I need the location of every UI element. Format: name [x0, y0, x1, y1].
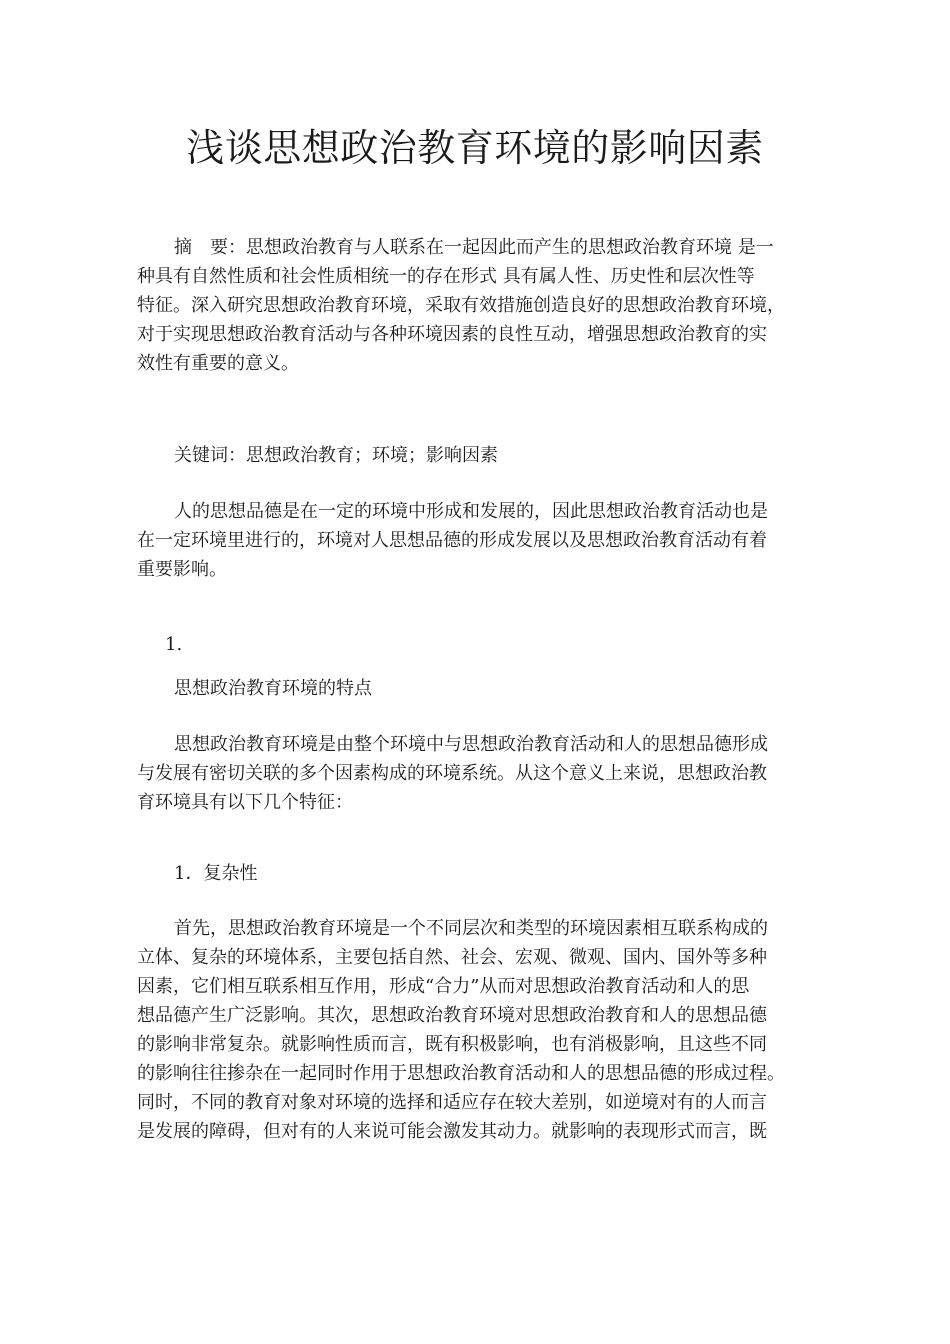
body-paragraph: [137, 914, 785, 1146]
intro-line: 在一定环境里进行的，环境对人思想品德的形成发展以及思想政治教育活动有着: [137, 530, 767, 551]
body-line: 的影响非常复杂。就影响性质而言，既有积极影响，也有消极影响，且这些不同: [137, 1034, 767, 1055]
section-intro-line: 与发展有密切关联的多个因素构成的环境系统。从这个意义上来说，思想政治教: [137, 763, 767, 784]
abstract-line: 种具有自然性质和社会性质相统一的存在形式 具有属人性、历史性和层次性等: [137, 266, 755, 287]
body-line: 想品德产生广泛影响。其次，思想政治教育环境对思想政治教育和人的思想品德: [137, 1005, 767, 1026]
intro-line: 重要影响。: [137, 559, 227, 580]
section-heading: 思想政治教育环境的特点: [174, 678, 372, 699]
abstract-line: 特征。深入研究思想政治教育环境，采取有效措施创造良好的思想政治教育环境，: [137, 295, 785, 316]
document-title: 浅谈思想政治教育环境的影响因素: [186, 126, 764, 170]
abstract-line: 摘 要：思想政治教育与人联系在一起因此而产生的思想政治教育环境 是一: [174, 237, 774, 258]
section-number: 1.: [165, 634, 183, 655]
body-line: 因素，它们相互联系相互作用，形成“合力”从而对思想政治教育活动和人的思: [137, 976, 750, 997]
abstract-paragraph: [137, 233, 785, 378]
abstract-line: 对于实现思想政治教育活动与各种环境因素的良性互动，增强思想政治教育的实: [137, 324, 767, 345]
intro-line: 人的思想品德是在一定的环境中形成和发展的，因此思想政治教育活动也是: [174, 501, 768, 522]
body-line: 是发展的障碍，但对有的人来说可能会激发其动力。就影响的表现形式而言，既: [137, 1121, 767, 1142]
subsection-heading: 1．复杂性: [174, 863, 258, 884]
body-line: 首先，思想政治教育环境是一个不同层次和类型的环境因素相互联系构成的: [174, 918, 768, 939]
body-line: 同时，不同的教育对象对环境的选择和适应存在较大差别，如逆境对有的人而言: [137, 1092, 767, 1113]
section-intro-line: 育环境具有以下几个特征：: [137, 792, 353, 813]
body-line: 立体、复杂的环境体系，主要包括自然、社会、宏观、微观、国内、国外等多种: [137, 947, 767, 968]
keywords-text: 关键词：思想政治教育；环境；影响因素: [174, 445, 498, 466]
body-line: 的影响往往掺杂在一起同时作用于思想政治教育活动和人的思想品德的形成过程。: [137, 1063, 785, 1084]
section-intro-line: 思想政治教育环境是由整个环境中与思想政治教育活动和人的思想品德形成: [174, 734, 768, 755]
abstract-line: 效性有重要的意义。: [137, 353, 299, 374]
section-intro-paragraph: [137, 730, 768, 817]
intro-paragraph: [137, 497, 768, 584]
keywords-paragraph: [137, 441, 498, 470]
